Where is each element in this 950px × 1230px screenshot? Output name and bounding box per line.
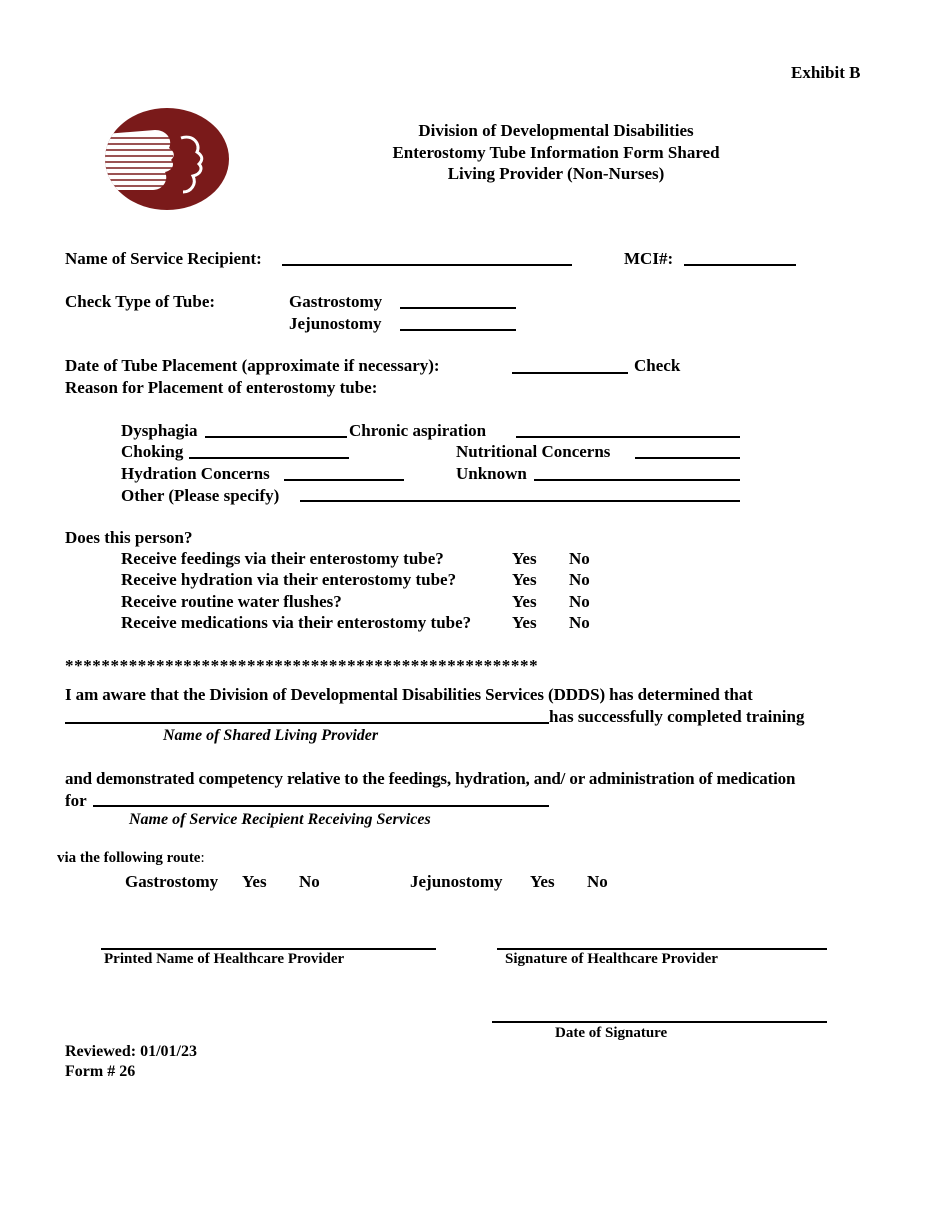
reason-other-label: Other (Please specify) bbox=[121, 486, 280, 505]
reason-dysphagia-label: Dysphagia bbox=[121, 421, 198, 440]
placement-date-label: Date of Tube Placement (approximate if necessary): bbox=[65, 356, 440, 375]
route-jejunostomy-label: Jejunostomy bbox=[410, 872, 503, 891]
tube-type-label: Check Type of Tube: bbox=[65, 292, 216, 311]
provider-caption: Name of Shared Living Provider bbox=[163, 727, 379, 744]
route-jejunostomy-yes[interactable]: Yes bbox=[530, 872, 555, 891]
tube-jejunostomy-field[interactable] bbox=[400, 329, 516, 331]
header-line-1: Division of Developmental Disabilities bbox=[418, 121, 694, 140]
reason-choking-label: Choking bbox=[121, 442, 184, 461]
reason-hydration-label: Hydration Concerns bbox=[121, 464, 270, 483]
reason-choking-field[interactable] bbox=[189, 457, 349, 459]
logo-head-1 bbox=[105, 130, 174, 190]
recipient-name-field[interactable] bbox=[282, 264, 572, 266]
mci-label: MCI#: bbox=[624, 249, 674, 268]
question-flushes-yes[interactable]: Yes bbox=[512, 592, 537, 611]
reason-chronic-field[interactable] bbox=[516, 436, 740, 438]
tube-jejunostomy-label: Jejunostomy bbox=[289, 314, 382, 333]
question-medications-no[interactable]: No bbox=[569, 613, 590, 632]
placement-reason-label: Reason for Placement of enterostomy tube: bbox=[65, 378, 378, 397]
signature-date-label: Date of Signature bbox=[555, 1025, 668, 1041]
route-gastrostomy-no[interactable]: No bbox=[299, 872, 320, 891]
reason-unknown-field[interactable] bbox=[534, 479, 740, 481]
route-gastrostomy-yes[interactable]: Yes bbox=[242, 872, 267, 891]
question-feedings-no[interactable]: No bbox=[569, 549, 590, 568]
question-flushes: Receive routine water flushes? bbox=[121, 592, 342, 611]
question-medications: Receive medications via their enterostomy tube? bbox=[121, 613, 472, 632]
statement-line-2: and demonstrated competency relative to the feedings, hydration, and/ or administration of medication bbox=[65, 769, 796, 788]
header-line-2: Enterostomy Tube Information Form Shared bbox=[392, 143, 720, 162]
mci-field[interactable] bbox=[684, 264, 796, 266]
route-label: via the following route: bbox=[57, 850, 205, 866]
reason-dysphagia-field[interactable] bbox=[205, 436, 347, 438]
footer-reviewed: Reviewed: 01/01/23 bbox=[65, 1043, 197, 1060]
exhibit-label: Exhibit B bbox=[791, 63, 861, 82]
reason-other-field[interactable] bbox=[300, 500, 740, 502]
reason-nutritional-field[interactable] bbox=[635, 457, 740, 459]
ddds-logo bbox=[103, 106, 231, 212]
printed-name-label: Printed Name of Healthcare Provider bbox=[104, 951, 345, 967]
question-feedings: Receive feedings via their enterostomy tube? bbox=[121, 549, 444, 568]
asterisk-separator: **************************************************** bbox=[65, 657, 539, 674]
signature-field[interactable] bbox=[497, 948, 827, 950]
recipient-name-label: Name of Service Recipient: bbox=[65, 249, 262, 268]
placement-check-label: Check bbox=[634, 356, 681, 375]
question-medications-yes[interactable]: Yes bbox=[512, 613, 537, 632]
recipient-services-field[interactable] bbox=[93, 805, 549, 807]
statement-completed: has successfully completed training bbox=[549, 707, 805, 726]
placement-date-field[interactable] bbox=[512, 372, 628, 374]
signature-label: Signature of Healthcare Provider bbox=[505, 951, 718, 967]
question-hydration-yes[interactable]: Yes bbox=[512, 570, 537, 589]
route-jejunostomy-no[interactable]: No bbox=[587, 872, 608, 891]
shared-living-provider-field[interactable] bbox=[65, 722, 549, 724]
printed-name-field[interactable] bbox=[101, 948, 436, 950]
question-hydration: Receive hydration via their enterostomy tube? bbox=[121, 570, 457, 589]
reason-hydration-field[interactable] bbox=[284, 479, 404, 481]
tube-gastrostomy-field[interactable] bbox=[400, 307, 516, 309]
tube-gastrostomy-label: Gastrostomy bbox=[289, 292, 383, 311]
statement-for: for bbox=[65, 791, 87, 810]
reason-unknown-label: Unknown bbox=[456, 464, 527, 483]
reason-chronic-label: Chronic aspiration bbox=[349, 421, 487, 440]
questions-title: Does this person? bbox=[65, 528, 193, 547]
question-hydration-no[interactable]: No bbox=[569, 570, 590, 589]
recipient-caption: Name of Service Recipient Receiving Services bbox=[129, 811, 431, 828]
statement-line-1: I am aware that the Division of Developmental Disabilities Services (DDDS) has determined that bbox=[65, 685, 753, 704]
header-line-3: Living Provider (Non-Nurses) bbox=[447, 164, 665, 183]
question-flushes-no[interactable]: No bbox=[569, 592, 590, 611]
footer-form-number: Form # 26 bbox=[65, 1063, 136, 1080]
question-feedings-yes[interactable]: Yes bbox=[512, 549, 537, 568]
route-gastrostomy-label: Gastrostomy bbox=[125, 872, 219, 891]
reason-nutritional-label: Nutritional Concerns bbox=[456, 442, 611, 461]
signature-date-field[interactable] bbox=[492, 1021, 827, 1023]
